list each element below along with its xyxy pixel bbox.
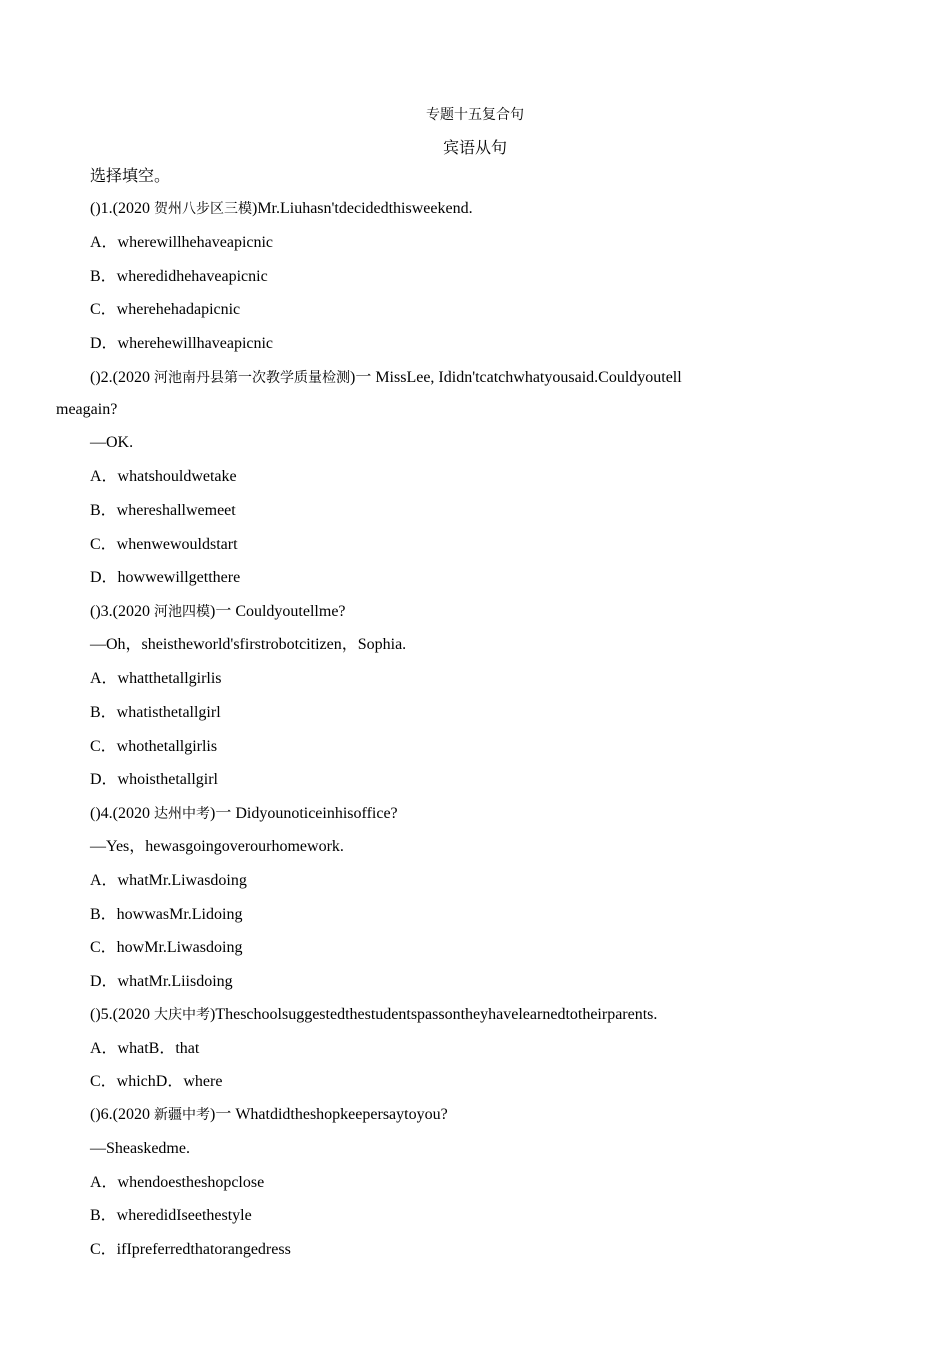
question-source: 大庆中考 xyxy=(153,1007,210,1023)
option-line: A．whatthetallgirlis xyxy=(90,670,222,687)
option-line: A．wherewillhehaveapicnic xyxy=(90,234,274,251)
question-2-stem: ()2.(2020 河池南丹县第一次教学质量检测)一 MissLee, Ididn'tcatchwhatyousaid.Couldyoutell xyxy=(90,369,682,386)
option-line: D．howwewillgetthere xyxy=(90,569,241,586)
question-source: 河池南丹县第一次教学质量检测 xyxy=(153,370,350,386)
question-5-stem: ()5.(2020 大庆中考)Theschoolsuggestedthestudentspassontheyhavelearnedtotheirparents. xyxy=(90,1006,658,1023)
option-line: C．wherehehadapicnic xyxy=(90,301,241,318)
option-line: C．ifIpreferredthatorangedress xyxy=(90,1241,291,1258)
option-line: D．whatMr.Liisdoing xyxy=(90,973,233,990)
instruction: 选择填空。 xyxy=(90,168,171,185)
question-source: 河池四模 xyxy=(153,604,210,620)
question-source: 达州中考 xyxy=(153,806,210,822)
option-line: C．whichD．where xyxy=(90,1073,223,1090)
dialogue-line: —Oh，sheistheworld'sfirstrobotcitizen，Sophia. xyxy=(90,636,407,653)
option-line: D．wherehewillhaveapicnic xyxy=(90,335,274,352)
question-2-continuation: meagain? xyxy=(56,401,118,418)
option-line: C．whothetallgirlis xyxy=(90,738,218,755)
dialogue-line: —Yes，hewasgoingoverourhomework. xyxy=(90,838,344,855)
option-line: A．whatMr.Liwasdoing xyxy=(90,872,247,889)
dialogue-line: —OK. xyxy=(90,434,134,451)
option-line: B．howwasMr.Lidoing xyxy=(90,906,243,923)
page-title: 专题十五复合句 xyxy=(426,107,524,123)
section-subtitle: 宾语从句 xyxy=(442,138,507,157)
option-line: B．whatisthetallgirl xyxy=(90,704,221,721)
question-6-stem: ()6.(2020 新疆中考)一 Whatdidtheshopkeepersaytoyou? xyxy=(90,1106,448,1123)
question-source: 贺州八步区三模 xyxy=(153,201,252,217)
option-line: D．whoisthetallgirl xyxy=(90,771,218,788)
option-line: A．whendoestheshopclose xyxy=(90,1174,265,1191)
option-line: B．whereshallwemeet xyxy=(90,502,236,519)
question-3-stem: ()3.(2020 河池四模)一 Couldyoutellme? xyxy=(90,603,346,620)
option-line: B．wheredidIseethestyle xyxy=(90,1207,252,1224)
option-line: A．whatB．that xyxy=(90,1040,200,1057)
option-line: A．whatshouldwetake xyxy=(90,468,237,485)
question-1-stem: ()1.(2020 贺州八步区三模)Mr.Liuhasn'tdecidedthisweekend. xyxy=(90,200,473,217)
question-4-stem: ()4.(2020 达州中考)一 Didyounoticeinhisoffice? xyxy=(90,805,398,822)
question-source: 新疆中考 xyxy=(153,1107,210,1123)
option-line: B．wheredidhehaveapicnic xyxy=(90,268,268,285)
option-line: C．whenwewouldstart xyxy=(90,536,238,553)
dialogue-line: —Sheaskedme. xyxy=(90,1140,190,1157)
option-line: C．howMr.Liwasdoing xyxy=(90,939,243,956)
